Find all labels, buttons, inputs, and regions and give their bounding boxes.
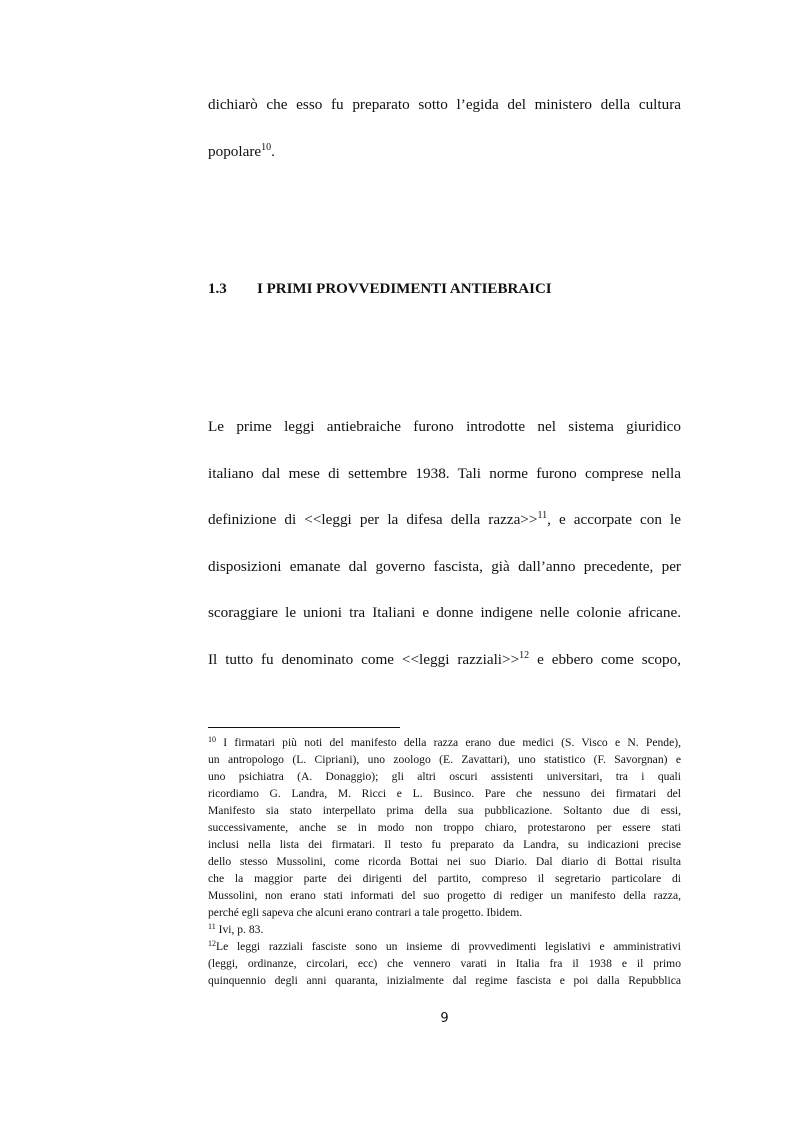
paragraph-line-3 bbox=[208, 510, 681, 530]
footnote-ref-11[interactable]: 11 bbox=[537, 510, 548, 521]
page-number: 9 bbox=[440, 1011, 449, 1026]
footnote-10-line: inclusi nella lista dei firmatari. Il testo fu preparato da Landra, su indicazioni precise bbox=[208, 838, 681, 851]
paragraph-line-1: Le prime leggi antiebraiche furono introdotte nel sistema giuridico bbox=[208, 418, 681, 435]
section-number: 1.3 bbox=[208, 281, 227, 297]
intro-line-1: dichiarò che esso fu preparato sotto l’egida del ministero della cultura bbox=[208, 96, 681, 113]
intro-text: popolare bbox=[208, 143, 262, 160]
footnote-11-line bbox=[208, 922, 681, 938]
footnote-separator bbox=[208, 727, 400, 728]
footnote-10-line: Manifesto sia stato interpellato prima della sua pubblicazione. Soltanto due di essi, bbox=[208, 804, 681, 817]
footnote-text: I firmatari più noti del manifesto della razza erano due medici (S. Visco e N. Pende), bbox=[216, 736, 681, 749]
document-page bbox=[208, 0, 681, 1123]
paragraph-line-4: disposizioni emanate dal governo fascista, già dall’anno precedente, per bbox=[208, 558, 681, 575]
footnote-10-line: uno psichiatra (A. Donaggio); gli altri oscuri assistenti universitari, tra i quali bbox=[208, 770, 681, 783]
paragraph-text: definizione di <<leggi per la difesa della razza>> bbox=[208, 511, 538, 528]
footnote-number-12: 12 bbox=[208, 939, 216, 948]
footnote-12-line: quinquennio degli anni quaranta, inizialmente dal regime fascista e poi dalla Repubblica bbox=[208, 974, 681, 987]
intro-end: . bbox=[271, 143, 275, 160]
footnote-ref-10[interactable]: 10 bbox=[261, 142, 272, 153]
paragraph-line-5: scoraggiare le unioni tra Italiani e donne indigene nelle colonie africane. bbox=[208, 604, 681, 621]
footnote-10-line bbox=[208, 735, 681, 751]
footnote-number-11: 11 bbox=[208, 922, 216, 931]
paragraph-line-6 bbox=[208, 650, 681, 670]
footnote-10-line: che la maggior parte dei dirigenti del partito, compreso il segretario particolare di bbox=[208, 872, 681, 885]
footnote-10-line: un antropologo (L. Cipriani), uno zoologo (E. Zavattari), uno statistico (F. Savorgnan) e bbox=[208, 753, 681, 766]
footnote-12-line: (leggi, ordinanze, circolari, ecc) che vennero varati in Italia fra il 1938 e il primo bbox=[208, 957, 681, 970]
section-heading bbox=[208, 279, 552, 299]
paragraph-line-2: italiano dal mese di settembre 1938. Tali norme furono comprese nella bbox=[208, 465, 681, 482]
paragraph-text: , e accorpate con le bbox=[547, 511, 681, 528]
footnote-10-line: Mussolini, non erano stati informati del suo progetto di rediger un manifesto della razza, bbox=[208, 889, 681, 902]
footnote-10-line: successivamente, anche se in modo non troppo chiaro, protestarono per essere stati bbox=[208, 821, 681, 834]
section-title: I PRIMI PROVVEDIMENTI ANTIEBRAICI bbox=[257, 281, 552, 297]
footnote-10-line: dello stesso Mussolini, come ricorda Bottai nei suo Diario. Dal diario di Bottai risulta bbox=[208, 855, 681, 868]
footnote-text: Le leggi razziali fasciste sono un insieme di provvedimenti legislativi e amministrativi bbox=[216, 940, 681, 953]
footnote-ref-12[interactable]: 12 bbox=[519, 650, 530, 661]
paragraph-text: e ebbero come scopo, bbox=[529, 651, 681, 668]
footnote-10-line: ricordiamo G. Landra, M. Ricci e L. Businco. Pare che nessuno dei firmatari del bbox=[208, 787, 681, 800]
footnote-text: Ivi, p. 83. bbox=[215, 923, 264, 936]
paragraph-text: Il tutto fu denominato come <<leggi razziali>> bbox=[208, 651, 520, 668]
footnote-number-10: 10 bbox=[208, 735, 216, 744]
footnote-10-line: perché egli sapeva che alcuni erano contrari a tale progetto. Ibidem. bbox=[208, 906, 523, 919]
footnote-12-line bbox=[208, 939, 681, 955]
intro-line-2 bbox=[208, 142, 681, 162]
